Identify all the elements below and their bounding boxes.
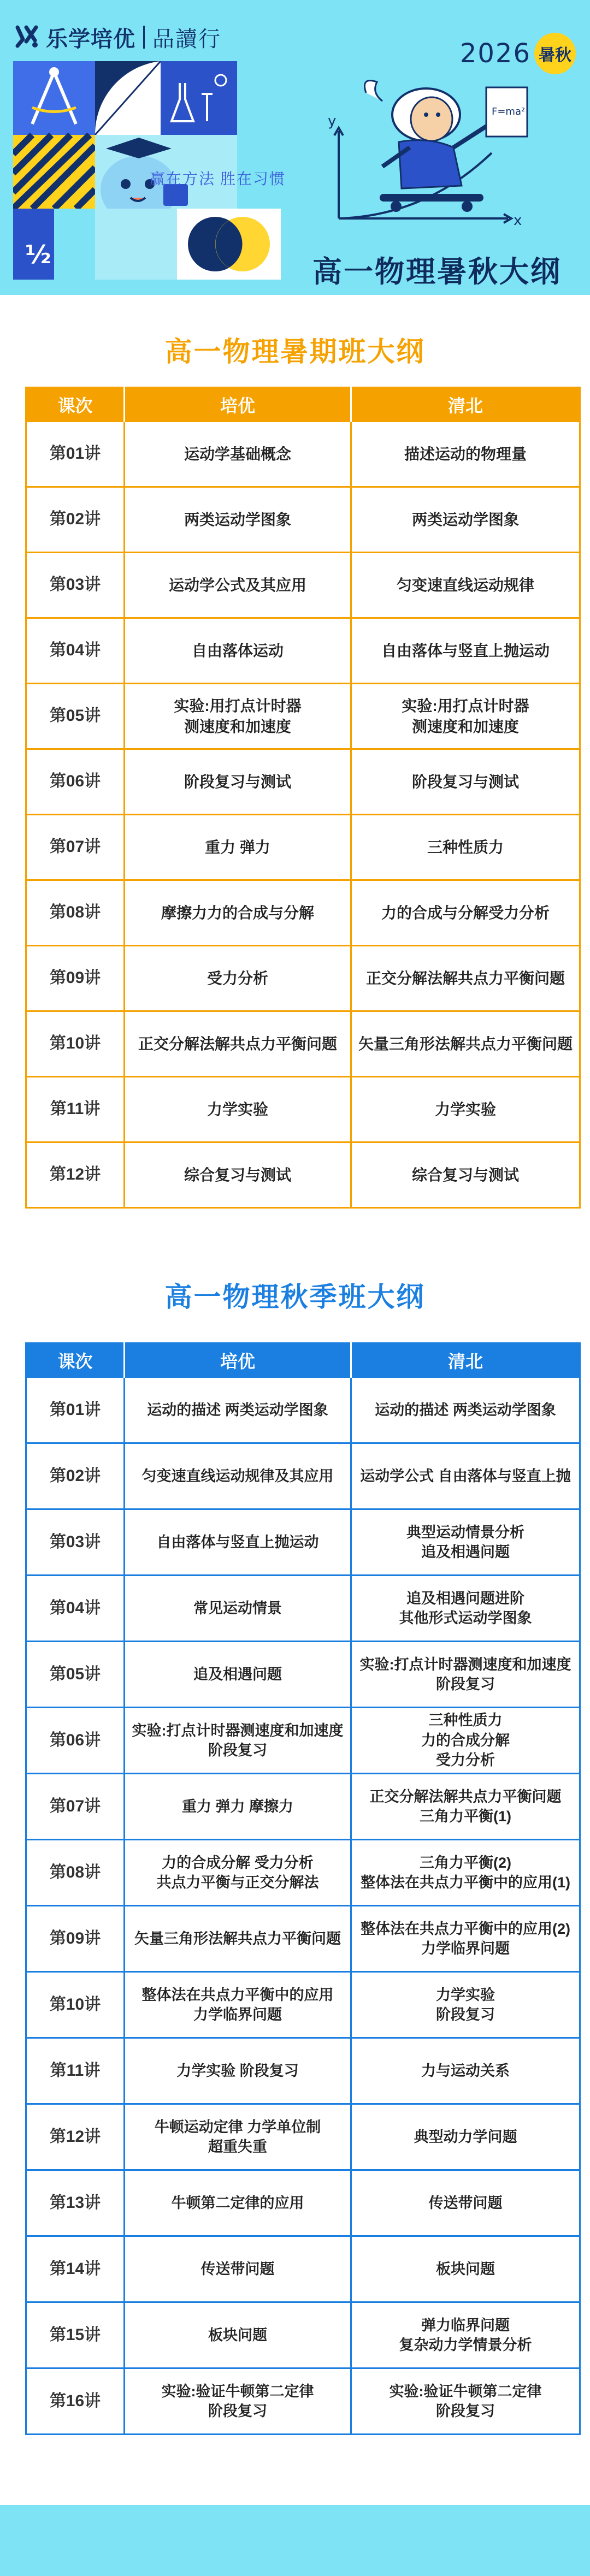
table-row — [26, 2236, 580, 2302]
peiyou-topic-cell — [125, 1708, 351, 1774]
season-badge: 暑秋 — [534, 33, 576, 74]
topic-line: 受力分析 — [436, 1752, 495, 1769]
qingbei-topic-cell — [351, 684, 580, 749]
topic-line: 超重失重 — [208, 2139, 267, 2155]
axis-y-label: y — [328, 113, 337, 129]
lecture-number-cell: 第15讲 — [26, 2302, 125, 2368]
topic-line: 两类运动学图象 — [184, 511, 291, 528]
topic-line: 实验:打点计时器测速度和加速度 — [359, 1656, 571, 1673]
brand-name: 乐学培优 — [46, 27, 135, 51]
lecture-number-cell: 第03讲 — [26, 553, 125, 618]
topic-line: 综合复习与测试 — [184, 1166, 291, 1183]
table-row — [26, 1708, 580, 1774]
summer-header-row — [26, 388, 580, 422]
topic-line: 正交分解法解共点力平衡问题 — [138, 1035, 337, 1052]
topic-line: 阶段复习 — [436, 2403, 495, 2419]
lecture-number-cell: 第13讲 — [26, 2170, 125, 2236]
brand-sub-name: 品讀行 — [152, 27, 221, 51]
topic-line: 力学实验 阶段复习 — [176, 2062, 299, 2079]
column-header-peiyou: 培优 — [125, 388, 351, 422]
topic-line: 重力 弹力 摩擦力 — [181, 1798, 293, 1815]
topic-line: 力的合成与分解受力分析 — [381, 904, 550, 921]
qingbei-topic-cell — [351, 946, 580, 1011]
peiyou-topic-cell — [125, 2368, 351, 2435]
column-header-lecture: 课次 — [26, 1343, 125, 1377]
scientist-icon — [365, 81, 492, 212]
table-row — [26, 618, 580, 684]
topic-line: 实验:用打点计时器 — [402, 697, 529, 714]
topic-line: 测速度和加速度 — [184, 718, 291, 735]
qingbei-topic-cell — [351, 618, 580, 684]
lecture-number-cell: 第11讲 — [26, 1077, 125, 1142]
topic-line: 运动学公式及其应用 — [168, 576, 306, 594]
table-row — [26, 1906, 580, 1972]
column-header-peiyou: 培优 — [125, 1343, 351, 1377]
topic-line: 追及相遇问题进阶 — [406, 1590, 524, 1607]
topic-line: 三角力平衡(1) — [420, 1808, 511, 1825]
topic-line: 实验:用打点计时器 — [174, 697, 302, 714]
qingbei-topic-cell — [351, 2236, 580, 2302]
summer-syllabus-table — [25, 387, 581, 1209]
scroll-paper-icon — [486, 87, 527, 137]
lecture-number-cell: 第02讲 — [26, 487, 125, 553]
circles-tile-icon — [177, 209, 281, 280]
qingbei-topic-cell — [351, 2302, 580, 2368]
topic-line: 重力 弹力 — [205, 838, 270, 856]
table-row — [26, 946, 580, 1011]
peiyou-topic-cell — [125, 815, 351, 880]
lecture-number-cell: 第04讲 — [26, 1576, 125, 1642]
peiyou-topic-cell — [125, 1774, 351, 1840]
peiyou-topic-cell — [125, 553, 351, 618]
lecture-number-cell: 第05讲 — [26, 684, 125, 749]
table-row — [26, 487, 580, 553]
table-row — [26, 422, 580, 487]
hero-banner — [0, 0, 590, 295]
lecture-number-cell: 第11讲 — [26, 2038, 125, 2104]
main-title: 高一物理暑秋大纲 — [312, 256, 562, 288]
topic-line: 典型动力学问题 — [414, 2128, 517, 2145]
topic-line: 力学临界问题 — [421, 1940, 510, 1957]
peiyou-topic-cell — [125, 1576, 351, 1642]
qingbei-topic-cell — [351, 1906, 580, 1972]
topic-line: 阶段复习 — [208, 2403, 267, 2419]
lecture-number-cell: 第07讲 — [26, 815, 125, 880]
topic-line: 整体法在共点力平衡中的应用 — [141, 1986, 334, 2003]
peiyou-topic-cell — [125, 946, 351, 1011]
compass-tile-icon — [13, 61, 95, 135]
topic-line: 描述运动的物理量 — [404, 445, 527, 463]
lecture-number-cell: 第01讲 — [26, 1377, 125, 1443]
topic-line: 牛顿第二定律的应用 — [171, 2194, 304, 2211]
footer-band — [0, 2505, 590, 2576]
topic-line: 板块问题 — [436, 2260, 495, 2277]
topic-line: 共点力平衡与正交分解法 — [156, 1874, 319, 1891]
topic-line: 实验:验证牛顿第二定律 — [161, 2383, 314, 2400]
peiyou-topic-cell — [125, 1377, 351, 1443]
qingbei-topic-cell — [351, 422, 580, 487]
lecture-number-cell: 第04讲 — [26, 618, 125, 684]
table-row — [26, 1142, 580, 1208]
peiyou-topic-cell — [125, 2302, 351, 2368]
scientist-skateboard-illustration — [328, 71, 579, 235]
table-row — [26, 2104, 580, 2170]
table-row — [26, 749, 580, 815]
brand-divider — [143, 26, 145, 49]
topic-line: 阶段复习与测试 — [184, 773, 291, 790]
topic-line: 匀变速直线运动规律及其应用 — [141, 1467, 334, 1484]
quarter-circle-tile-icon — [95, 61, 161, 135]
qingbei-topic-cell — [351, 1443, 580, 1509]
lecture-number-cell: 第12讲 — [26, 2104, 125, 2170]
topic-line: 力学实验 — [436, 1986, 495, 2003]
table-row — [26, 1840, 580, 1906]
table-row — [26, 684, 580, 749]
column-header-qingbei: 清北 — [351, 1343, 580, 1377]
lecture-number-cell: 第09讲 — [26, 946, 125, 1011]
lecture-number-cell: 第14讲 — [26, 2236, 125, 2302]
topic-line: 综合复习与测试 — [411, 1166, 519, 1183]
summer-section-title: 高一物理暑期班大纲 — [164, 336, 426, 367]
peiyou-topic-cell — [125, 1972, 351, 2038]
topic-line: 传送带问题 — [428, 2194, 503, 2211]
year-text: 2026 — [459, 38, 531, 69]
table-row — [26, 880, 580, 946]
topic-line: 板块问题 — [208, 2326, 267, 2343]
autumn-syllabus-table — [25, 1342, 581, 2435]
topic-line: 运动学公式 自由落体与竖直上抛 — [360, 1467, 571, 1484]
topic-line: 其他形式运动学图象 — [399, 1610, 532, 1626]
qingbei-topic-cell — [351, 2104, 580, 2170]
brand-mark-icon — [14, 24, 40, 50]
peiyou-topic-cell — [125, 618, 351, 684]
qingbei-topic-cell — [351, 1642, 580, 1708]
qingbei-topic-cell — [351, 815, 580, 880]
qingbei-topic-cell — [351, 1576, 580, 1642]
topic-line: 三角力平衡(2) — [420, 1854, 511, 1871]
topic-line: 追及相遇问题 — [193, 1666, 282, 1683]
table-row — [26, 2170, 580, 2236]
table-row — [26, 1011, 580, 1077]
topic-line: 运动的描述 两类运动学图象 — [147, 1401, 328, 1418]
topic-line: 实验:验证牛顿第二定律 — [389, 2383, 542, 2400]
lecture-number-cell: 第06讲 — [26, 1708, 125, 1774]
topic-line: 整体法在共点力平衡中的应用(1) — [361, 1874, 570, 1891]
lecture-number-cell: 第06讲 — [26, 749, 125, 815]
axis-x-label: x — [514, 212, 522, 229]
lecture-number-cell: 第03讲 — [26, 1509, 125, 1576]
topic-line: 运动学基础概念 — [184, 445, 291, 463]
peiyou-topic-cell — [125, 422, 351, 487]
table-row — [26, 553, 580, 618]
topic-line: 自由落体运动 — [191, 642, 284, 659]
table-row — [26, 1077, 580, 1142]
topic-line: 摩擦力力的合成与分解 — [161, 904, 314, 921]
peiyou-topic-cell — [125, 1906, 351, 1972]
peiyou-topic-cell — [125, 1142, 351, 1208]
peiyou-topic-cell — [125, 487, 351, 553]
qingbei-topic-cell — [351, 1077, 580, 1142]
topic-line: 力学实验 — [206, 1100, 268, 1118]
table-row — [26, 1576, 580, 1642]
table-row — [26, 1774, 580, 1840]
peiyou-topic-cell — [125, 2170, 351, 2236]
lecture-number-cell: 第16讲 — [26, 2368, 125, 2435]
formula-text: F=ma² — [492, 106, 526, 117]
table-row — [26, 2368, 580, 2435]
lecture-number-cell: 第02讲 — [26, 1443, 125, 1509]
slogan: 赢在方法 胜在习惯 — [150, 171, 286, 188]
qingbei-topic-cell — [351, 1840, 580, 1906]
qingbei-topic-cell — [351, 2038, 580, 2104]
peiyou-topic-cell — [125, 880, 351, 946]
lecture-number-cell: 第09讲 — [26, 1906, 125, 1972]
qingbei-topic-cell — [351, 1509, 580, 1576]
table-row — [26, 2038, 580, 2104]
topic-line: 实验:打点计时器测速度和加速度 — [132, 1722, 344, 1739]
topic-line: 阶段复习 — [208, 1742, 267, 1758]
lecture-number-cell: 第07讲 — [26, 1774, 125, 1840]
autumn-section-title: 高一物理秋季班大纲 — [164, 1282, 426, 1312]
peiyou-topic-cell — [125, 1011, 351, 1077]
topic-line: 传送带问题 — [200, 2260, 275, 2277]
lecture-number-cell: 第01讲 — [26, 422, 125, 487]
topic-line: 矢量三角形法解共点力平衡问题 — [358, 1035, 573, 1052]
qingbei-topic-cell — [351, 1774, 580, 1840]
table-row — [26, 1443, 580, 1509]
lecture-number-cell: 第05讲 — [26, 1642, 125, 1708]
qingbei-topic-cell — [351, 2368, 580, 2435]
topic-line: 复杂动力学情景分析 — [399, 2337, 532, 2353]
qingbei-topic-cell — [351, 487, 580, 553]
table-row — [26, 1972, 580, 2038]
lecture-number-cell: 第08讲 — [26, 880, 125, 946]
qingbei-topic-cell — [351, 553, 580, 618]
topic-line: 整体法在共点力平衡中的应用(2) — [361, 1920, 570, 1937]
topic-line: 力学实验 — [434, 1100, 496, 1118]
lecture-number-cell: 第10讲 — [26, 1011, 125, 1077]
qingbei-topic-cell — [351, 1011, 580, 1077]
topic-line: 自由落体与竖直上抛运动 — [381, 642, 550, 659]
brand-logo — [14, 21, 221, 54]
topic-line: 力学临界问题 — [193, 2006, 282, 2023]
topic-line: 三种性质力 — [427, 838, 504, 856]
topic-line: 运动的描述 两类运动学图象 — [375, 1401, 556, 1418]
topic-line: 典型运动情景分析 — [406, 1524, 524, 1541]
peiyou-topic-cell — [125, 684, 351, 749]
topic-line: 两类运动学图象 — [411, 511, 519, 528]
column-header-qingbei: 清北 — [351, 388, 580, 422]
peiyou-topic-cell — [125, 1642, 351, 1708]
table-row — [26, 1377, 580, 1443]
topic-line: 匀变速直线运动规律 — [396, 576, 534, 594]
topic-line: 受力分析 — [206, 969, 268, 987]
lecture-number-cell: 第10讲 — [26, 1972, 125, 2038]
qingbei-topic-cell — [351, 1972, 580, 2038]
qingbei-topic-cell — [351, 1708, 580, 1774]
qingbei-topic-cell — [351, 880, 580, 946]
topic-line: 牛顿运动定律 力学单位制 — [154, 2118, 321, 2135]
peiyou-topic-cell — [125, 2236, 351, 2302]
qingbei-topic-cell — [351, 1377, 580, 1443]
peiyou-topic-cell — [125, 749, 351, 815]
topic-line: 弹力临界问题 — [421, 2317, 510, 2334]
topic-line: 正交分解法解共点力平衡问题 — [365, 969, 565, 987]
topic-line: 正交分解法解共点力平衡问题 — [369, 1788, 562, 1805]
fraction-label: ½ — [25, 240, 51, 269]
lab-flask-tile-icon — [161, 61, 237, 135]
topic-line: 矢量三角形法解共点力平衡问题 — [134, 1930, 341, 1947]
topic-line: 测速度和加速度 — [411, 718, 519, 735]
year-label — [460, 33, 576, 74]
topic-line: 三种性质力 — [428, 1712, 503, 1729]
topic-line: 阶段复习 — [436, 2006, 495, 2023]
lecture-number-cell: 第08讲 — [26, 1840, 125, 1906]
column-header-lecture: 课次 — [26, 388, 125, 422]
peiyou-topic-cell — [125, 2104, 351, 2170]
stripes-tile-icon — [13, 135, 95, 209]
topic-line: 阶段复习与测试 — [411, 773, 519, 790]
qingbei-topic-cell — [351, 749, 580, 815]
topic-line: 力的合成分解 受力分析 — [162, 1854, 314, 1871]
fraction-tile-icon — [13, 209, 95, 280]
table-row — [26, 815, 580, 880]
peiyou-topic-cell — [125, 1077, 351, 1142]
topic-line: 力的合成分解 — [421, 1732, 510, 1749]
lecture-number-cell: 第12讲 — [26, 1142, 125, 1208]
topic-line: 阶段复习 — [436, 1676, 495, 1692]
table-row — [26, 1509, 580, 1576]
table-row — [26, 2302, 580, 2368]
topic-line: 常见运动情景 — [193, 1600, 282, 1616]
peiyou-topic-cell — [125, 1509, 351, 1576]
qingbei-topic-cell — [351, 2170, 580, 2236]
peiyou-topic-cell — [125, 1443, 351, 1509]
autumn-header-row — [26, 1343, 580, 1377]
qingbei-topic-cell — [351, 1142, 580, 1208]
peiyou-topic-cell — [125, 1840, 351, 1906]
topic-line: 追及相遇问题 — [421, 1544, 510, 1560]
table-row — [26, 1642, 580, 1708]
topic-line: 力与运动关系 — [421, 2062, 510, 2079]
topic-line: 自由落体与竖直上抛运动 — [156, 1533, 319, 1550]
peiyou-topic-cell — [125, 2038, 351, 2104]
